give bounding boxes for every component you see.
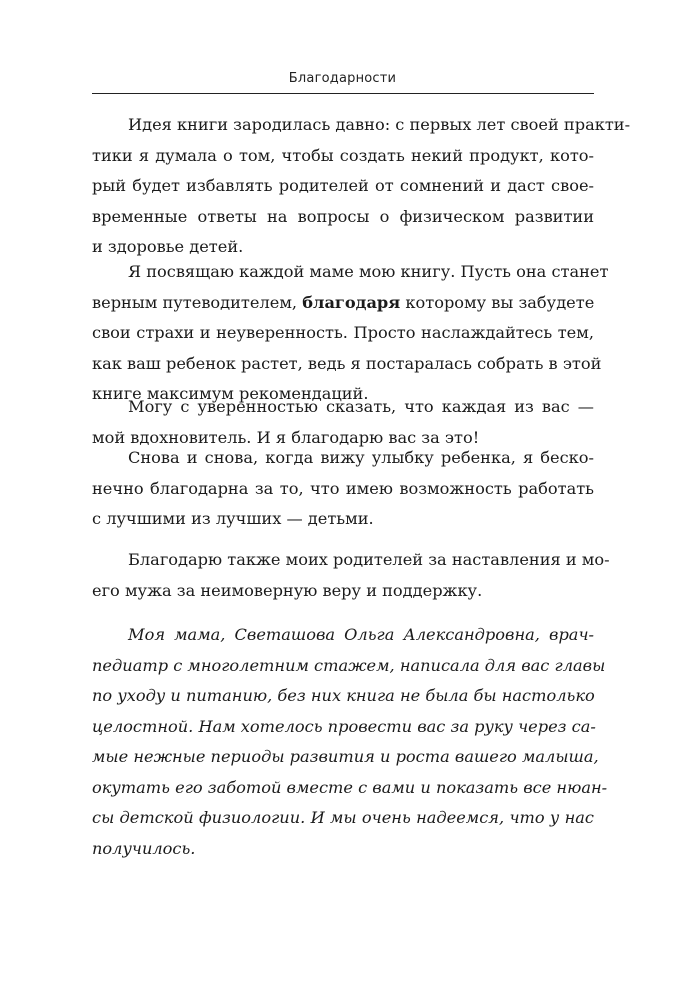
bold-word: благодаря [302, 292, 401, 312]
text-line: свои страхи и неуверенность. Просто наслаждайтесь тем, [92, 323, 594, 342]
text-line: Снова и снова, когда вижу улыбку ребенка, я беско- [128, 448, 594, 467]
paragraph-parents [92, 545, 610, 606]
text-line: педиатр с многолетним стажем, написала для вас главы [92, 655, 606, 675]
text-line: целостной. Нам хотелось провести вас за руку через са- [92, 716, 596, 736]
paragraph-gratitude-children [92, 443, 594, 535]
paragraph-idea [92, 110, 631, 263]
text-line: Я посвящаю каждой маме мою книгу. Пусть она станет [128, 262, 609, 281]
text-line: окутать его заботой вместе с вами и показать все нюан- [92, 777, 608, 797]
text-line: рый будет избавлять родителей от сомнений и даст свое- [92, 176, 594, 195]
text-line: мые нежные периоды развития и роста вашего малыша, [92, 747, 599, 766]
running-header-title: Благодарности [288, 71, 397, 86]
text-line: сы детской физиологии. И мы очень надеемся, что у нас [92, 808, 594, 827]
text-line: как ваш ребенок растет, ведь я постаралась собрать в этой [92, 353, 602, 373]
text-line: Могу с уверенностью сказать, что каждая из вас — [128, 397, 594, 416]
header-rule [92, 93, 594, 94]
text-line: его мужа за неимоверную веру и поддержку. [92, 580, 483, 600]
text-line: Идея книги зародилась давно: с первых лет своей практи- [128, 115, 631, 134]
text-line: Благодарю также моих родителей за наставления и мо- [128, 550, 610, 569]
text-line: получилось. [92, 838, 196, 858]
text-line-with-bold [92, 288, 594, 319]
paragraph-dedication [92, 257, 609, 410]
text-fragment: которому вы забудете [405, 292, 595, 312]
text-line: по уходу и питанию, без них книга не была бы настолько [92, 686, 595, 705]
text-line: тики я думала о том, чтобы создать некий продукт, кото- [92, 145, 594, 165]
text-line: книге максимум рекомендаций. [92, 384, 369, 403]
text-line: мой вдохновитель. И я благодарю вас за это! [92, 427, 480, 447]
text-line: временные ответы на вопросы о физическом развитии [92, 206, 594, 226]
text-line: и здоровье детей. [92, 237, 244, 256]
text-line: с лучшими из лучших — детьми. [92, 509, 374, 528]
paragraph-mother-italic [92, 620, 608, 864]
text-fragment: верным путеводителем, [92, 292, 298, 312]
text-line: нечно благодарна за то, что имею возможность работать [92, 478, 594, 498]
text-line: Моя мама, Светашова Ольга Александровна, врач- [128, 625, 594, 644]
